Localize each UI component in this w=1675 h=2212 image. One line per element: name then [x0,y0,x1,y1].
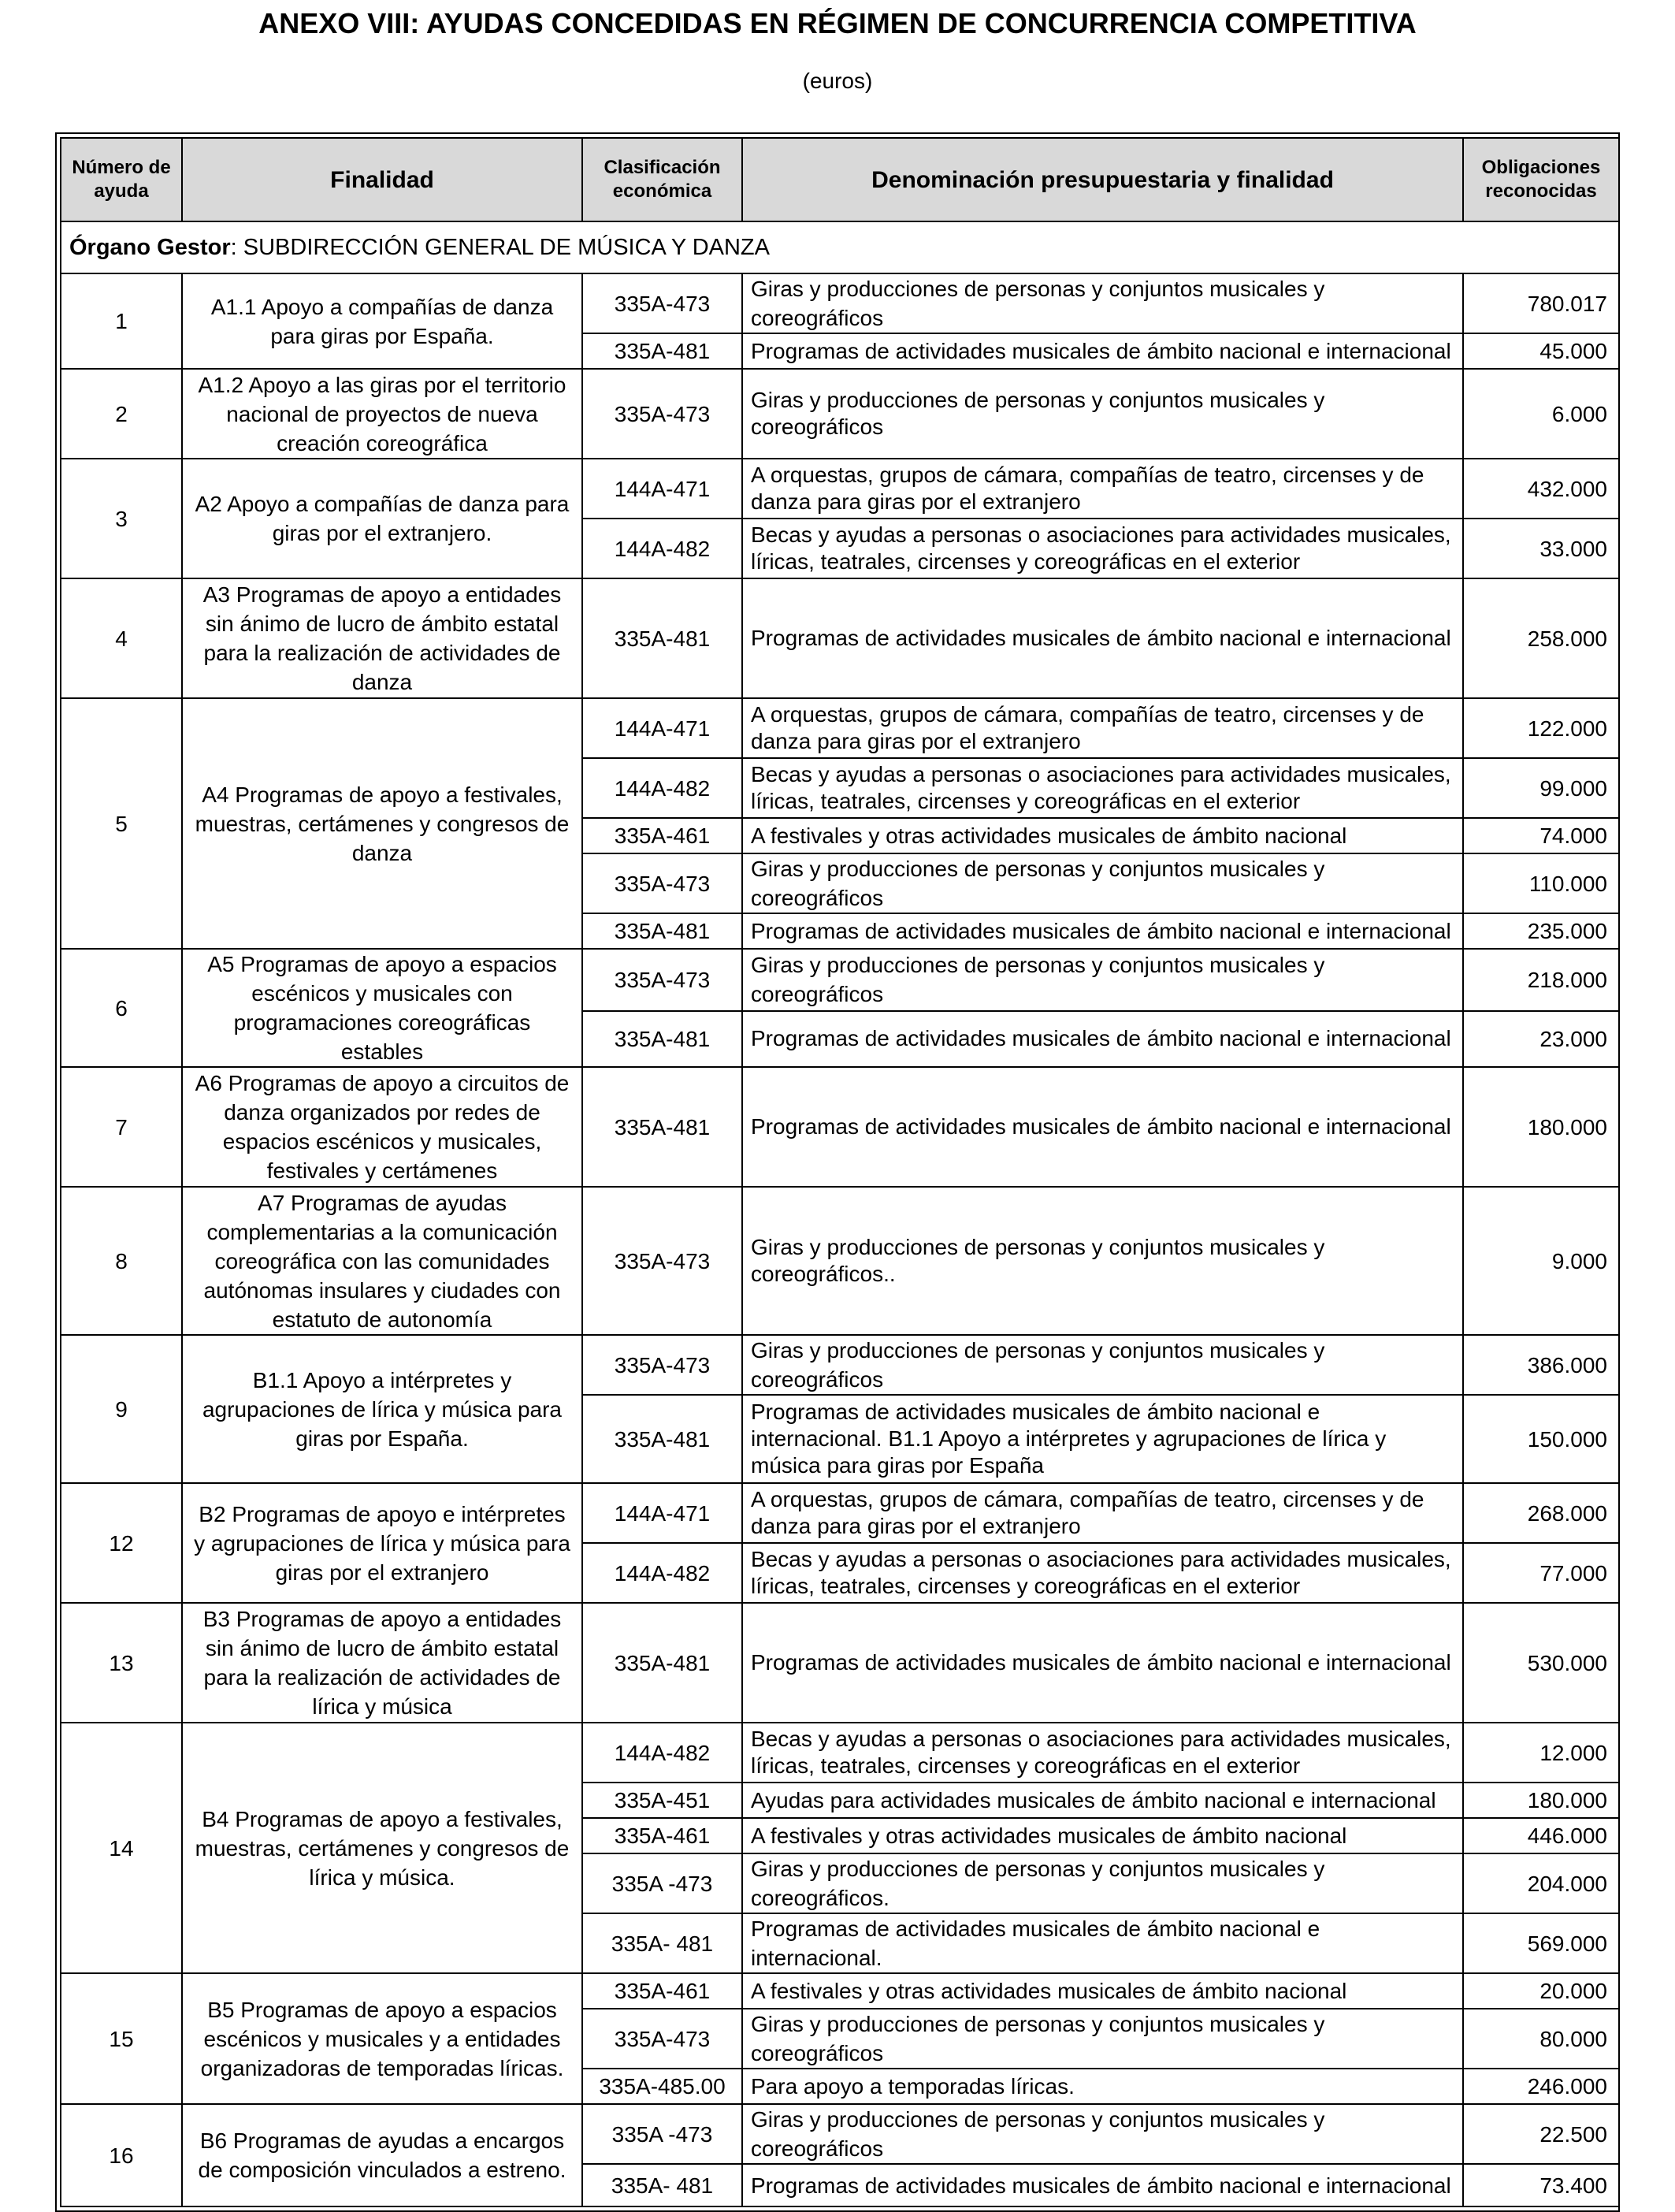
denominacion-presupuestaria: A festivales y otras actividades musicales de ámbito nacional [742,1973,1463,2009]
grants-table [60,137,1620,2207]
ayuda-number: 14 [61,1723,182,1973]
ayuda-number: 1 [61,273,182,369]
ayuda-number: 5 [61,698,182,949]
ayuda-number: 3 [61,459,182,578]
clasificacion-economica: 335A-473 [582,949,742,1011]
denominacion-presupuestaria: Giras y producciones de personas y conjuntos musicales y coreográficos [742,2009,1463,2069]
obligaciones-reconocidas: 23.000 [1463,1011,1619,1067]
header-numero: Número de ayuda [61,138,182,221]
denominacion-presupuestaria: Programas de actividades musicales de ámbito nacional e internacional [742,578,1463,698]
table-body [61,221,1619,2206]
clasificacion-economica: 335A -473 [582,2104,742,2164]
denominacion-presupuestaria: Becas y ayudas a personas o asociaciones para actividades musicales, líricas, teatrales, circenses y coreográficas en el exterior [742,519,1463,578]
obligaciones-reconocidas: 74.000 [1463,818,1619,853]
table-row [61,1723,1619,1783]
clasificacion-economica: 144A-471 [582,459,742,519]
ayuda-finalidad: A3 Programas de apoyo a entidades sin ánimo de lucro de ámbito estatal para la realización de actividades de danza [182,578,582,698]
clasificacion-economica: 335A-481 [582,1067,742,1187]
clasificacion-economica: 144A-482 [582,1723,742,1783]
denominacion-presupuestaria: A orquestas, grupos de cámara, compañías de teatro, circenses y de danza para giras por el extranjero [742,1483,1463,1543]
table-row [61,369,1619,459]
obligaciones-reconocidas: 268.000 [1463,1483,1619,1543]
ayuda-number: 6 [61,949,182,1067]
clasificacion-economica: 335A-473 [582,369,742,459]
clasificacion-economica: 335A-481 [582,1603,742,1723]
denominacion-presupuestaria: Becas y ayudas a personas o asociaciones para actividades musicales, líricas, teatrales, circenses y coreográficas en el exterior [742,1723,1463,1783]
clasificacion-economica: 335A -473 [582,1853,742,1913]
clasificacion-economica: 144A-482 [582,758,742,818]
obligaciones-reconocidas: 569.000 [1463,1913,1619,1973]
obligaciones-reconocidas: 110.000 [1463,853,1619,913]
denominacion-presupuestaria: Becas y ayudas a personas o asociaciones para actividades musicales, líricas, teatrales, circenses y coreográficas en el exterior [742,758,1463,818]
ayuda-number: 8 [61,1187,182,1335]
obligaciones-reconocidas: 6.000 [1463,369,1619,459]
organo-gestor-cell [61,221,1619,273]
clasificacion-economica: 335A-473 [582,1187,742,1335]
obligaciones-reconocidas: 77.000 [1463,1543,1619,1603]
obligaciones-reconocidas: 235.000 [1463,913,1619,949]
table-row [61,1603,1619,1723]
clasificacion-economica: 335A-481 [582,1011,742,1067]
clasificacion-economica: 144A-471 [582,698,742,758]
denominacion-presupuestaria: Becas y ayudas a personas o asociaciones para actividades musicales, líricas, teatrales, circenses y coreográficas en el exterior [742,1543,1463,1603]
organo-gestor-label: Órgano Gestor [69,234,231,260]
clasificacion-economica: 335A-481 [582,1395,742,1483]
obligaciones-reconocidas: 258.000 [1463,578,1619,698]
header-obligaciones: Obligaciones reconocidas [1463,138,1619,221]
ayuda-finalidad: B3 Programas de apoyo a entidades sin ánimo de lucro de ámbito estatal para la realización de actividades de lírica y música [182,1603,582,1723]
obligaciones-reconocidas: 45.000 [1463,333,1619,369]
obligaciones-reconocidas: 530.000 [1463,1603,1619,1723]
table-row [61,2104,1619,2164]
obligaciones-reconocidas: 20.000 [1463,1973,1619,2009]
ayuda-number: 4 [61,578,182,698]
ayuda-number: 9 [61,1335,182,1483]
header-clasificacion: Clasificación económica [582,138,742,221]
obligaciones-reconocidas: 218.000 [1463,949,1619,1011]
denominacion-presupuestaria: A festivales y otras actividades musicales de ámbito nacional [742,1818,1463,1853]
ayuda-finalidad: B2 Programas de apoyo e intérpretes y agrupaciones de lírica y música para giras por el extranjero [182,1483,582,1603]
grants-table-frame [55,132,1620,2212]
ayuda-number: 7 [61,1067,182,1187]
obligaciones-reconocidas: 246.000 [1463,2069,1619,2104]
obligaciones-reconocidas: 12.000 [1463,1723,1619,1783]
denominacion-presupuestaria: Programas de actividades musicales de ámbito nacional e internacional [742,333,1463,369]
denominacion-presupuestaria: Giras y producciones de personas y conjuntos musicales y coreográficos [742,273,1463,333]
denominacion-presupuestaria: A festivales y otras actividades musicales de ámbito nacional [742,818,1463,853]
clasificacion-economica: 335A- 481 [582,1913,742,1973]
table-header-row [61,138,1619,221]
denominacion-presupuestaria: Giras y producciones de personas y conjuntos musicales y coreográficos [742,1335,1463,1395]
obligaciones-reconocidas: 180.000 [1463,1067,1619,1187]
ayuda-finalidad: A7 Programas de ayudas complementarias a la comunicación coreográfica con las comunidades autónomas insulares y ciudades con estatuto de autonomía [182,1187,582,1335]
clasificacion-economica: 335A- 481 [582,2164,742,2206]
denominacion-presupuestaria: Giras y producciones de personas y conjuntos musicales y coreográficos. [742,1853,1463,1913]
obligaciones-reconocidas: 33.000 [1463,519,1619,578]
table-row [61,1067,1619,1187]
obligaciones-reconocidas: 204.000 [1463,1853,1619,1913]
ayuda-finalidad: B6 Programas de ayudas a encargos de composición vinculados a estreno. [182,2104,582,2206]
page-title: ANEXO VIII: AYUDAS CONCEDIDAS EN RÉGIMEN DE CONCURRENCIA COMPETITIVA [258,7,1417,39]
clasificacion-economica: 335A-461 [582,818,742,853]
clasificacion-economica: 335A-473 [582,1335,742,1395]
table-row [61,459,1619,519]
ayuda-finalidad: A5 Programas de apoyo a espacios escénicos y musicales con programaciones coreográficas estables [182,949,582,1067]
clasificacion-economica: 335A-485.00 [582,2069,742,2104]
clasificacion-economica: 335A-481 [582,913,742,949]
denominacion-presupuestaria: Giras y producciones de personas y conjuntos musicales y coreográficos [742,949,1463,1011]
clasificacion-economica: 335A-473 [582,853,742,913]
table-row [61,1973,1619,2009]
denominacion-presupuestaria: Programas de actividades musicales de ámbito nacional e internacional. [742,1913,1463,1973]
table-row [61,949,1619,1011]
ayuda-finalidad: A1.1 Apoyo a compañías de danza para giras por España. [182,273,582,369]
header-denominacion: Denominación presupuestaria y finalidad [742,138,1463,221]
obligaciones-reconocidas: 446.000 [1463,1818,1619,1853]
ayuda-finalidad: B5 Programas de apoyo a espacios escénicos y musicales y a entidades organizadoras de temporadas líricas. [182,1973,582,2104]
denominacion-presupuestaria: Para apoyo a temporadas líricas. [742,2069,1463,2104]
ayuda-number: 15 [61,1973,182,2104]
obligaciones-reconocidas: 73.400 [1463,2164,1619,2206]
denominacion-presupuestaria: Programas de actividades musicales de ámbito nacional e internacional [742,2164,1463,2206]
ayuda-number: 16 [61,2104,182,2206]
ayuda-finalidad: A4 Programas de apoyo a festivales, muestras, certámenes y congresos de danza [182,698,582,949]
table-row [61,1483,1619,1543]
obligaciones-reconocidas: 99.000 [1463,758,1619,818]
ayuda-number: 12 [61,1483,182,1603]
table-row [61,273,1619,333]
ayuda-finalidad: B1.1 Apoyo a intérpretes y agrupaciones de lírica y música para giras por España. [182,1335,582,1483]
obligaciones-reconocidas: 180.000 [1463,1783,1619,1818]
obligaciones-reconocidas: 150.000 [1463,1395,1619,1483]
obligaciones-reconocidas: 386.000 [1463,1335,1619,1395]
denominacion-presupuestaria: A orquestas, grupos de cámara, compañías de teatro, circenses y de danza para giras por el extranjero [742,698,1463,758]
header-finalidad: Finalidad [182,138,582,221]
obligaciones-reconocidas: 432.000 [1463,459,1619,519]
obligaciones-reconocidas: 9.000 [1463,1187,1619,1335]
clasificacion-economica: 144A-471 [582,1483,742,1543]
ayuda-finalidad: A2 Apoyo a compañías de danza para giras por el extranjero. [182,459,582,578]
clasificacion-economica: 144A-482 [582,519,742,578]
clasificacion-economica: 335A-481 [582,578,742,698]
ayuda-finalidad: A6 Programas de apoyo a circuitos de danza organizados por redes de espacios escénicos y musicales, festivales y certámenes [182,1067,582,1187]
table-row [61,698,1619,758]
organo-gestor-value: : SUBDIRECCIÓN GENERAL DE MÚSICA Y DANZA [230,234,770,260]
denominacion-presupuestaria: Ayudas para actividades musicales de ámbito nacional e internacional [742,1783,1463,1818]
ayuda-number: 13 [61,1603,182,1723]
table-row [61,578,1619,698]
obligaciones-reconocidas: 22.500 [1463,2104,1619,2164]
denominacion-presupuestaria: Programas de actividades musicales de ámbito nacional e internacional [742,1603,1463,1723]
denominacion-presupuestaria: Programas de actividades musicales de ámbito nacional e internacional [742,1011,1463,1067]
clasificacion-economica: 335A-461 [582,1818,742,1853]
clasificacion-economica: 335A-461 [582,1973,742,2009]
denominacion-presupuestaria: Giras y producciones de personas y conjuntos musicales y coreográficos [742,853,1463,913]
ayuda-finalidad: B4 Programas de apoyo a festivales, muestras, certámenes y congresos de lírica y música. [182,1723,582,1973]
clasificacion-economica: 335A-451 [582,1783,742,1818]
denominacion-presupuestaria: Programas de actividades musicales de ámbito nacional e internacional [742,913,1463,949]
clasificacion-economica: 144A-482 [582,1543,742,1603]
currency-note: (euros) [802,69,873,93]
organo-gestor-row [61,221,1619,273]
ayuda-finalidad: A1.2 Apoyo a las giras por el territorio nacional de proyectos de nueva creación coreográfica [182,369,582,459]
table-row [61,1335,1619,1395]
obligaciones-reconocidas: 780.017 [1463,273,1619,333]
ayuda-number: 2 [61,369,182,459]
table-row [61,1187,1619,1335]
denominacion-presupuestaria: Giras y producciones de personas y conjuntos musicales y coreográficos [742,2104,1463,2164]
denominacion-presupuestaria: Giras y producciones de personas y conjuntos musicales y coreográficos.. [742,1187,1463,1335]
denominacion-presupuestaria: Giras y producciones de personas y conjuntos musicales y coreográficos [742,369,1463,459]
denominacion-presupuestaria: A orquestas, grupos de cámara, compañías de teatro, circenses y de danza para giras por el extranjero [742,459,1463,519]
clasificacion-economica: 335A-473 [582,2009,742,2069]
denominacion-presupuestaria: Programas de actividades musicales de ámbito nacional e internacional. B1.1 Apoyo a intérpretes y agrupaciones de lírica y música para giras por España [742,1395,1463,1483]
obligaciones-reconocidas: 122.000 [1463,698,1619,758]
clasificacion-economica: 335A-481 [582,333,742,369]
denominacion-presupuestaria: Programas de actividades musicales de ámbito nacional e internacional [742,1067,1463,1187]
obligaciones-reconocidas: 80.000 [1463,2009,1619,2069]
clasificacion-economica: 335A-473 [582,273,742,333]
